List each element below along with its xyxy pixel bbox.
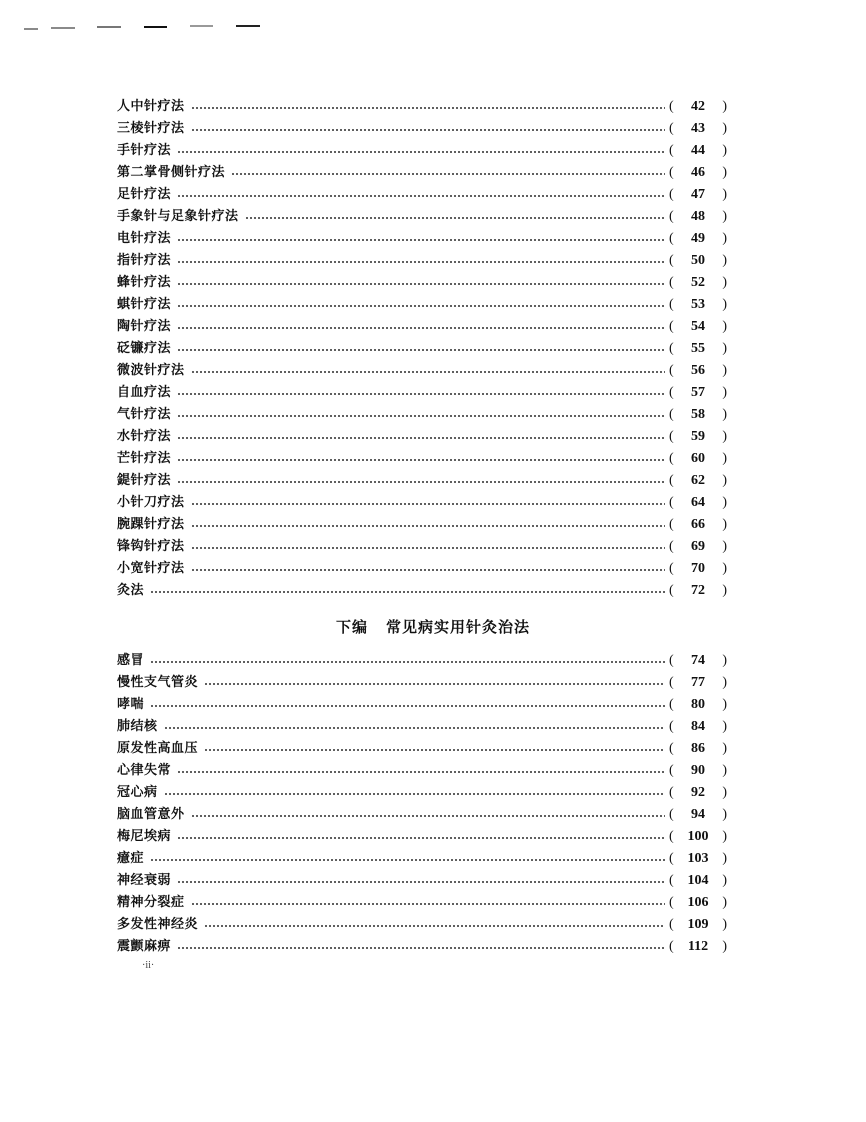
toc-entry-title: 脑血管意外 — [117, 807, 185, 822]
dot-leader — [177, 279, 665, 289]
paren-close: ) — [722, 275, 727, 290]
toc-entry[interactable] — [117, 492, 727, 514]
paren-close: ) — [722, 763, 727, 778]
page-reference — [665, 404, 727, 426]
paren-open: ( — [669, 495, 674, 510]
toc-entry-page: 92 — [691, 785, 705, 800]
dot-leader — [177, 877, 665, 887]
page-reference — [665, 514, 727, 536]
page-reference — [665, 96, 727, 118]
page-reference — [665, 382, 727, 404]
paren-open: ( — [669, 741, 674, 756]
paren-open: ( — [669, 297, 674, 312]
toc-entry-title: 多发性神经炎 — [117, 917, 199, 932]
toc-entry-title: 指针疗法 — [117, 253, 172, 268]
toc-entry-page: 56 — [691, 363, 705, 378]
dot-leader — [177, 235, 665, 245]
paren-close: ) — [722, 187, 727, 202]
toc-entry-page: 55 — [691, 341, 705, 356]
page-reference — [665, 360, 727, 382]
toc-entry[interactable] — [117, 694, 727, 716]
paren-open: ( — [669, 895, 674, 910]
toc-entry-title: 灸法 — [117, 583, 145, 598]
page-reference — [665, 694, 727, 716]
toc-entry-page: 49 — [691, 231, 705, 246]
toc-entry[interactable] — [117, 382, 727, 404]
toc-entry-page: 64 — [691, 495, 705, 510]
paren-close: ) — [722, 697, 727, 712]
paren-open: ( — [669, 763, 674, 778]
header-rule — [51, 27, 75, 29]
toc-entry-page: 84 — [691, 719, 705, 734]
page-reference — [665, 782, 727, 804]
paren-open: ( — [669, 385, 674, 400]
toc-entry[interactable] — [117, 448, 727, 470]
toc-entry-title: 芒针疗法 — [117, 451, 172, 466]
page-reference — [665, 936, 727, 958]
page-footer-number: ·ii· — [142, 960, 155, 971]
paren-close: ) — [722, 561, 727, 576]
toc-entry[interactable] — [117, 470, 727, 492]
paren-open: ( — [669, 719, 674, 734]
paren-close: ) — [722, 121, 727, 136]
dot-leader — [177, 147, 665, 157]
paren-close: ) — [722, 939, 727, 954]
toc-entry[interactable] — [117, 760, 727, 782]
toc-entry[interactable] — [117, 272, 727, 294]
paren-close: ) — [722, 451, 727, 466]
toc-entry-page: 53 — [691, 297, 705, 312]
page-reference — [665, 294, 727, 316]
page-reference — [665, 580, 727, 602]
toc-entry-page: 109 — [687, 917, 709, 932]
section-heading — [0, 616, 866, 637]
paren-open: ( — [669, 697, 674, 712]
toc-entry-title: 水针疗法 — [117, 429, 172, 444]
paren-open: ( — [669, 517, 674, 532]
paren-open: ( — [669, 451, 674, 466]
toc-entry[interactable] — [117, 826, 727, 848]
paren-open: ( — [669, 341, 674, 356]
page-reference — [665, 206, 727, 228]
dot-leader — [231, 169, 665, 179]
page-reference — [665, 140, 727, 162]
dot-leader — [177, 477, 665, 487]
dot-leader — [177, 833, 665, 843]
toc-entry-page: 47 — [691, 187, 705, 202]
toc-entry-title: 手象针与足象针疗法 — [117, 209, 239, 224]
paren-open: ( — [669, 939, 674, 954]
toc-entry-title: 原发性高血压 — [117, 741, 199, 756]
dot-leader — [191, 899, 665, 909]
toc-entry-title: 足针疗法 — [117, 187, 172, 202]
toc-entry-title: 冠心病 — [117, 785, 158, 800]
toc-part2 — [117, 650, 727, 958]
paren-close: ) — [722, 319, 727, 334]
paren-open: ( — [669, 429, 674, 444]
toc-entry-title: 鍉针疗法 — [117, 473, 172, 488]
paren-close: ) — [722, 253, 727, 268]
header-rule — [190, 25, 213, 27]
page-reference — [665, 118, 727, 140]
toc-entry-page: 94 — [691, 807, 705, 822]
paren-open: ( — [669, 917, 674, 932]
paren-close: ) — [722, 719, 727, 734]
header-rule — [97, 26, 121, 28]
toc-entry[interactable] — [117, 936, 727, 958]
paren-open: ( — [669, 121, 674, 136]
section-part-label: 下编 — [335, 618, 368, 636]
page-reference — [665, 536, 727, 558]
toc-entry-title: 陶针疗法 — [117, 319, 172, 334]
dot-leader — [150, 587, 665, 597]
toc-entry-page: 80 — [691, 697, 705, 712]
paren-close: ) — [722, 895, 727, 910]
toc-entry-title: 自血疗法 — [117, 385, 172, 400]
dot-leader — [204, 921, 665, 931]
toc-entry[interactable] — [117, 184, 727, 206]
dot-leader — [164, 723, 665, 733]
paren-close: ) — [722, 297, 727, 312]
page-reference — [665, 650, 727, 672]
paren-close: ) — [722, 209, 727, 224]
toc-entry-title: 锋钩针疗法 — [117, 539, 185, 554]
toc-entry[interactable] — [117, 892, 727, 914]
paren-open: ( — [669, 209, 674, 224]
paren-close: ) — [722, 407, 727, 422]
paren-open: ( — [669, 275, 674, 290]
paren-open: ( — [669, 583, 674, 598]
page-reference — [665, 716, 727, 738]
toc-entry[interactable] — [117, 848, 727, 870]
page-reference — [665, 738, 727, 760]
paren-close: ) — [722, 385, 727, 400]
paren-close: ) — [722, 363, 727, 378]
toc-entry-page: 59 — [691, 429, 705, 444]
paren-open: ( — [669, 807, 674, 822]
paren-open: ( — [669, 539, 674, 554]
paren-close: ) — [722, 165, 727, 180]
page-reference — [665, 184, 727, 206]
header-rule — [236, 25, 260, 27]
paren-open: ( — [669, 785, 674, 800]
toc-entry-page: 106 — [687, 895, 709, 910]
header-rules — [0, 0, 866, 40]
toc-entry[interactable] — [117, 672, 727, 694]
toc-entry-page: 112 — [687, 939, 709, 954]
page-reference — [665, 426, 727, 448]
paren-close: ) — [722, 675, 727, 690]
paren-close: ) — [722, 429, 727, 444]
toc-entry[interactable] — [117, 140, 727, 162]
toc-entry-page: 70 — [691, 561, 705, 576]
page-reference — [665, 250, 727, 272]
paren-open: ( — [669, 231, 674, 246]
page-reference — [665, 162, 727, 184]
dot-leader — [204, 745, 665, 755]
toc-entry[interactable] — [117, 162, 727, 184]
toc-entry[interactable] — [117, 536, 727, 558]
toc-entry-page: 104 — [687, 873, 709, 888]
dot-leader — [177, 389, 665, 399]
toc-entry[interactable] — [117, 580, 727, 602]
toc-entry-title: 人中针疗法 — [117, 99, 185, 114]
toc-entry[interactable] — [117, 716, 727, 738]
toc-entry-page: 52 — [691, 275, 705, 290]
dot-leader — [245, 213, 665, 223]
toc-entry[interactable] — [117, 96, 727, 118]
toc-entry-page: 74 — [691, 653, 705, 668]
toc-part1 — [117, 96, 727, 602]
toc-entry-title: 砭镰疗法 — [117, 341, 172, 356]
toc-entry[interactable] — [117, 338, 727, 360]
paren-close: ) — [722, 873, 727, 888]
paren-close: ) — [722, 99, 727, 114]
dot-leader — [177, 301, 665, 311]
paren-open: ( — [669, 143, 674, 158]
page-reference — [665, 558, 727, 580]
toc-entry[interactable] — [117, 804, 727, 826]
header-rule — [24, 28, 38, 30]
page-reference — [665, 848, 727, 870]
dot-leader — [191, 367, 665, 377]
toc-entry-page: 100 — [687, 829, 709, 844]
toc-entry-title: 电针疗法 — [117, 231, 172, 246]
paren-close: ) — [722, 851, 727, 866]
paren-open: ( — [669, 675, 674, 690]
toc-entry[interactable] — [117, 118, 727, 140]
page-reference — [665, 470, 727, 492]
dot-leader — [150, 657, 665, 667]
toc-entry[interactable] — [117, 294, 727, 316]
page-reference — [665, 272, 727, 294]
page-reference — [665, 760, 727, 782]
paren-open: ( — [669, 187, 674, 202]
toc-entry[interactable] — [117, 426, 727, 448]
page-reference — [665, 892, 727, 914]
toc-entry[interactable] — [117, 870, 727, 892]
page-reference — [665, 804, 727, 826]
toc-entry[interactable] — [117, 250, 727, 272]
toc-entry-title: 蜂针疗法 — [117, 275, 172, 290]
page-reference — [665, 316, 727, 338]
paren-close: ) — [722, 741, 727, 756]
toc-entry-page: 42 — [691, 99, 705, 114]
paren-open: ( — [669, 473, 674, 488]
toc-entry[interactable] — [117, 360, 727, 382]
toc-entry[interactable] — [117, 914, 727, 936]
toc-entry-page: 60 — [691, 451, 705, 466]
paren-close: ) — [722, 785, 727, 800]
dot-leader — [191, 543, 665, 553]
page-reference — [665, 870, 727, 892]
toc-entry-title: 蜞针疗法 — [117, 297, 172, 312]
toc-entry-page: 50 — [691, 253, 705, 268]
toc-entry-title: 腕踝针疗法 — [117, 517, 185, 532]
toc-entry[interactable] — [117, 206, 727, 228]
paren-open: ( — [669, 363, 674, 378]
toc-entry-title: 小针刀疗法 — [117, 495, 185, 510]
toc-entry-title: 心律失常 — [117, 763, 172, 778]
toc-entry-title: 神经衰弱 — [117, 873, 172, 888]
toc-entry-page: 103 — [687, 851, 709, 866]
toc-entry-page: 77 — [691, 675, 705, 690]
page-reference — [665, 914, 727, 936]
paren-open: ( — [669, 253, 674, 268]
toc-entry-title: 气针疗法 — [117, 407, 172, 422]
toc-entry-page: 57 — [691, 385, 705, 400]
paren-close: ) — [722, 231, 727, 246]
dot-leader — [191, 499, 665, 509]
toc-entry-title: 梅尼埃病 — [117, 829, 172, 844]
paren-open: ( — [669, 165, 674, 180]
dot-leader — [191, 521, 665, 531]
toc-entry-title: 小宽针疗法 — [117, 561, 185, 576]
paren-close: ) — [722, 583, 727, 598]
toc-entry-title: 微波针疗法 — [117, 363, 185, 378]
dot-leader — [177, 345, 665, 355]
toc-entry-page: 44 — [691, 143, 705, 158]
toc-entry-page: 46 — [691, 165, 705, 180]
toc-entry-page: 48 — [691, 209, 705, 224]
paren-close: ) — [722, 517, 727, 532]
toc-entry-page: 66 — [691, 517, 705, 532]
toc-entry[interactable] — [117, 514, 727, 536]
toc-entry[interactable] — [117, 650, 727, 672]
paren-open: ( — [669, 561, 674, 576]
toc-entry-title: 哮喘 — [117, 697, 145, 712]
toc-entry-page: 62 — [691, 473, 705, 488]
toc-entry[interactable] — [117, 738, 727, 760]
paren-close: ) — [722, 495, 727, 510]
page-reference — [665, 672, 727, 694]
dot-leader — [150, 701, 665, 711]
dot-leader — [150, 855, 665, 865]
page-reference — [665, 228, 727, 250]
paren-open: ( — [669, 653, 674, 668]
page-reference — [665, 338, 727, 360]
toc-entry[interactable] — [117, 404, 727, 426]
dot-leader — [191, 811, 665, 821]
paren-open: ( — [669, 319, 674, 334]
toc-entry[interactable] — [117, 316, 727, 338]
section-title: 常见病实用针灸治法 — [386, 618, 531, 636]
dot-leader — [164, 789, 665, 799]
dot-leader — [177, 433, 665, 443]
dot-leader — [177, 257, 665, 267]
toc-entry[interactable] — [117, 558, 727, 580]
toc-entry-title: 三棱针疗法 — [117, 121, 185, 136]
toc-entry-title: 精神分裂症 — [117, 895, 185, 910]
toc-entry[interactable] — [117, 228, 727, 250]
paren-close: ) — [722, 539, 727, 554]
paren-close: ) — [722, 807, 727, 822]
dot-leader — [177, 411, 665, 421]
dot-leader — [204, 679, 665, 689]
dot-leader — [177, 767, 665, 777]
toc-entry-page: 86 — [691, 741, 705, 756]
toc-entry-title: 震颤麻痹 — [117, 939, 172, 954]
toc-entry-page: 90 — [691, 763, 705, 778]
page-reference — [665, 826, 727, 848]
paren-open: ( — [669, 829, 674, 844]
toc-entry-page: 54 — [691, 319, 705, 334]
dot-leader — [177, 943, 665, 953]
page-reference — [665, 492, 727, 514]
paren-open: ( — [669, 851, 674, 866]
toc-entry[interactable] — [117, 782, 727, 804]
toc-entry-page: 58 — [691, 407, 705, 422]
dot-leader — [177, 323, 665, 333]
paren-close: ) — [722, 143, 727, 158]
dot-leader — [191, 103, 665, 113]
toc-entry-title: 第二掌骨侧针疗法 — [117, 165, 226, 180]
dot-leader — [191, 565, 665, 575]
paren-close: ) — [722, 341, 727, 356]
paren-open: ( — [669, 407, 674, 422]
paren-open: ( — [669, 99, 674, 114]
toc-entry-page: 43 — [691, 121, 705, 136]
paren-close: ) — [722, 473, 727, 488]
toc-entry-page: 69 — [691, 539, 705, 554]
toc-entry-title: 癔症 — [117, 851, 145, 866]
paren-close: ) — [722, 829, 727, 844]
dot-leader — [177, 191, 665, 201]
paren-close: ) — [722, 917, 727, 932]
toc-entry-title: 慢性支气管炎 — [117, 675, 199, 690]
toc-entry-page: 72 — [691, 583, 705, 598]
dot-leader — [191, 125, 665, 135]
toc-entry-title: 感冒 — [117, 653, 145, 668]
toc-entry-title: 手针疗法 — [117, 143, 172, 158]
dot-leader — [177, 455, 665, 465]
header-rule — [144, 26, 167, 28]
toc-entry-title: 肺结核 — [117, 719, 158, 734]
paren-close: ) — [722, 653, 727, 668]
paren-open: ( — [669, 873, 674, 888]
page-reference — [665, 448, 727, 470]
